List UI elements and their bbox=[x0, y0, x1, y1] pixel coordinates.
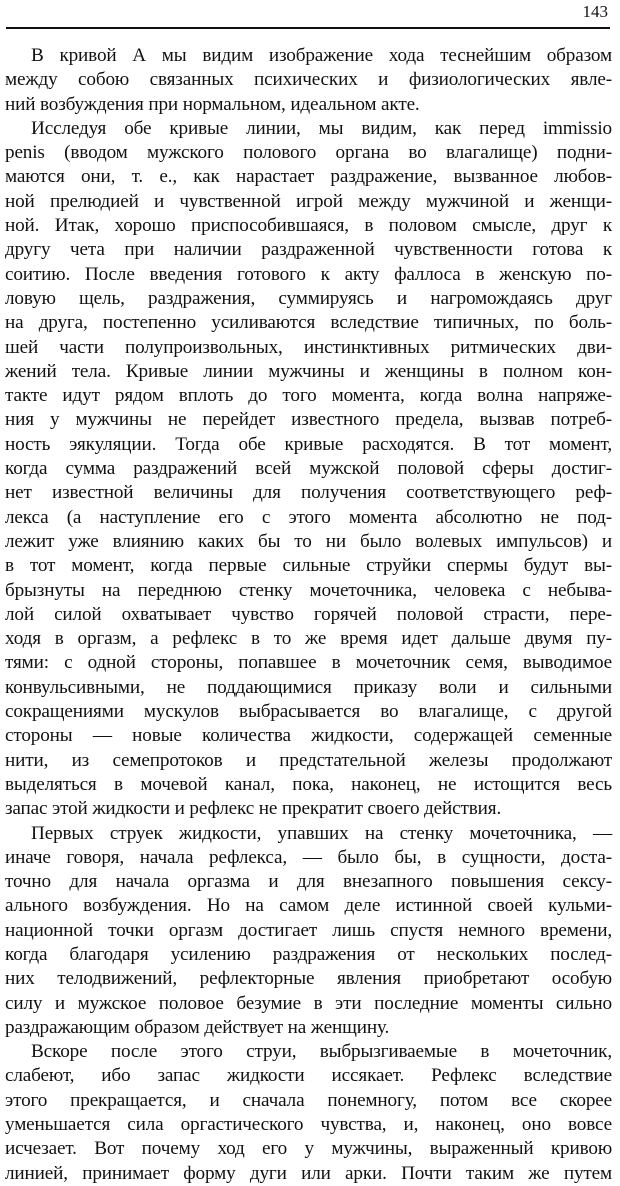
text-line: ходя в оргазм, а рефлекс в то же время идет дальше двумя пу- bbox=[5, 628, 612, 650]
text-line: слабеют, ибо запас жидкости иссякает. Рефлекс вследствие bbox=[5, 1065, 612, 1087]
paragraph bbox=[5, 117, 612, 822]
text-line: ной прелюдией и чувственной игрой между мужчиной и женщи- bbox=[5, 190, 612, 212]
text-line: силу и мужское половое безумие в эти последние моменты сильно bbox=[5, 992, 612, 1014]
body-text bbox=[5, 44, 612, 1186]
text-line: Первых струек жидкости, упавших на стенку мочеточника, — bbox=[31, 822, 612, 844]
text-line: шей части полупроизвольных, инстинктивных ритмических дви- bbox=[5, 336, 612, 358]
text-line: лежит уже влиянию каких бы то ни было волевых импульсов) и bbox=[5, 530, 612, 552]
text-line: другу чета при наличии раздраженной чувственности готова к bbox=[5, 239, 612, 261]
text-line: конвульсивными, не поддающимися приказу воли и сильными bbox=[5, 676, 612, 698]
text-line: жений тела. Кривые линии мужчины и женщины в полном кон- bbox=[5, 360, 612, 382]
text-line: них телодвижений, рефлекторные явления приобретают особую bbox=[5, 968, 612, 990]
text-line: уменьшается сила оргастического чувства, и, наконец, оно вовсе bbox=[5, 1114, 612, 1136]
text-line: такте идут рядом вплоть до того момента, когда волна напряже- bbox=[5, 385, 612, 407]
text-line: соитию. После введения готового к акту фаллоса в женскую по- bbox=[5, 263, 612, 285]
text-line: между собою связанных психических и физиологических явле- bbox=[5, 69, 612, 91]
paragraph bbox=[5, 822, 612, 1041]
page-number: 143 bbox=[582, 2, 608, 21]
text-line: нет известной величины для получения соответствующего реф- bbox=[5, 482, 612, 504]
text-line: В кривой А мы видим изображение хода теснейшим образом bbox=[31, 45, 612, 66]
text-line: ловую щель, раздражения, суммируясь и нагромождаясь друг bbox=[5, 287, 612, 309]
text-line: лекса (а наступление его с этого момента абсолютно не под- bbox=[5, 506, 612, 528]
text-line: penis (вводом мужского полового органа во влагалище) подни- bbox=[5, 142, 612, 164]
text-line: раздражающим образом действует на женщину. bbox=[5, 1016, 390, 1038]
text-line: выделяться в мочевой канал, пока, наконец, не истощится весь bbox=[5, 773, 612, 795]
paragraph bbox=[5, 44, 612, 117]
text-line: иначе говоря, начала рефлекса, — было бы, в сущности, доста- bbox=[5, 846, 612, 868]
text-line: Исследуя обе кривые линии, мы видим, как перед immissio bbox=[31, 117, 612, 139]
text-line: когда благодаря усилению раздражения от нескольких послед- bbox=[5, 943, 612, 965]
text-line: исчезает. Вот почему ход его у мужчины, выраженный кривою bbox=[5, 1138, 612, 1160]
text-line: этого прекращается, и сначала понемногу, потом все скорее bbox=[5, 1089, 612, 1111]
text-line: на друга, постепенно усиливаются вследствие типичных, по боль- bbox=[5, 312, 612, 334]
text-line: запас этой жидкости и рефлекс не прекратит своего действия. bbox=[5, 798, 502, 820]
text-line: ального возбуждения. Но на самом деле истинной своей кульми- bbox=[5, 895, 612, 917]
header-rule bbox=[6, 27, 610, 29]
text-line: ния у мужчины не перейдет известного предела, вызвав потреб- bbox=[5, 409, 612, 431]
text-line: национной точки оргазм достигает лишь спустя немного времени, bbox=[5, 919, 612, 941]
text-line: Вскоре после этого струи, выбрызгиваемые в мочеточник, bbox=[31, 1041, 612, 1063]
text-line: ность эякуляции. Тогда обе кривые расходятся. В тот момент, bbox=[5, 433, 612, 455]
text-line: когда сумма раздражений всей мужской половой сферы достиг- bbox=[5, 458, 612, 480]
text-line: линией, принимает форму дуги или арки. Почти таким же путем bbox=[5, 1162, 612, 1184]
text-line: нити, из семепротоков и предстательной железы продолжают bbox=[5, 749, 612, 771]
text-line: точно для начала оргазма и для внезапного повышения сексу- bbox=[5, 871, 612, 893]
text-line: маются они, т. е., как нарастает раздражение, вызванное любов- bbox=[5, 166, 612, 188]
text-line: тями: с одной стороны, попавшее в мочеточник семя, выводимое bbox=[5, 652, 612, 674]
text-line: брызнуты на переднюю стенку мочеточника, человека с небыва- bbox=[5, 579, 612, 601]
text-line: стороны — новые количества жидкости, содержащей семенные bbox=[5, 725, 612, 747]
paragraph bbox=[5, 1040, 612, 1186]
text-line: сокращениями мускулов выбрасывается во влагалище, с другой bbox=[5, 701, 612, 723]
text-line: лой силой охватывает чувство горячей половой страсти, пере- bbox=[5, 603, 612, 625]
text-line: в тот момент, когда первые сильные струйки спермы будут вы- bbox=[5, 555, 612, 577]
text-line: ний возбуждения при нормальном, идеальном акте. bbox=[5, 93, 420, 115]
text-line: ной. Итак, хорошо приспособившаяся, в половом смысле, друг к bbox=[5, 215, 612, 237]
